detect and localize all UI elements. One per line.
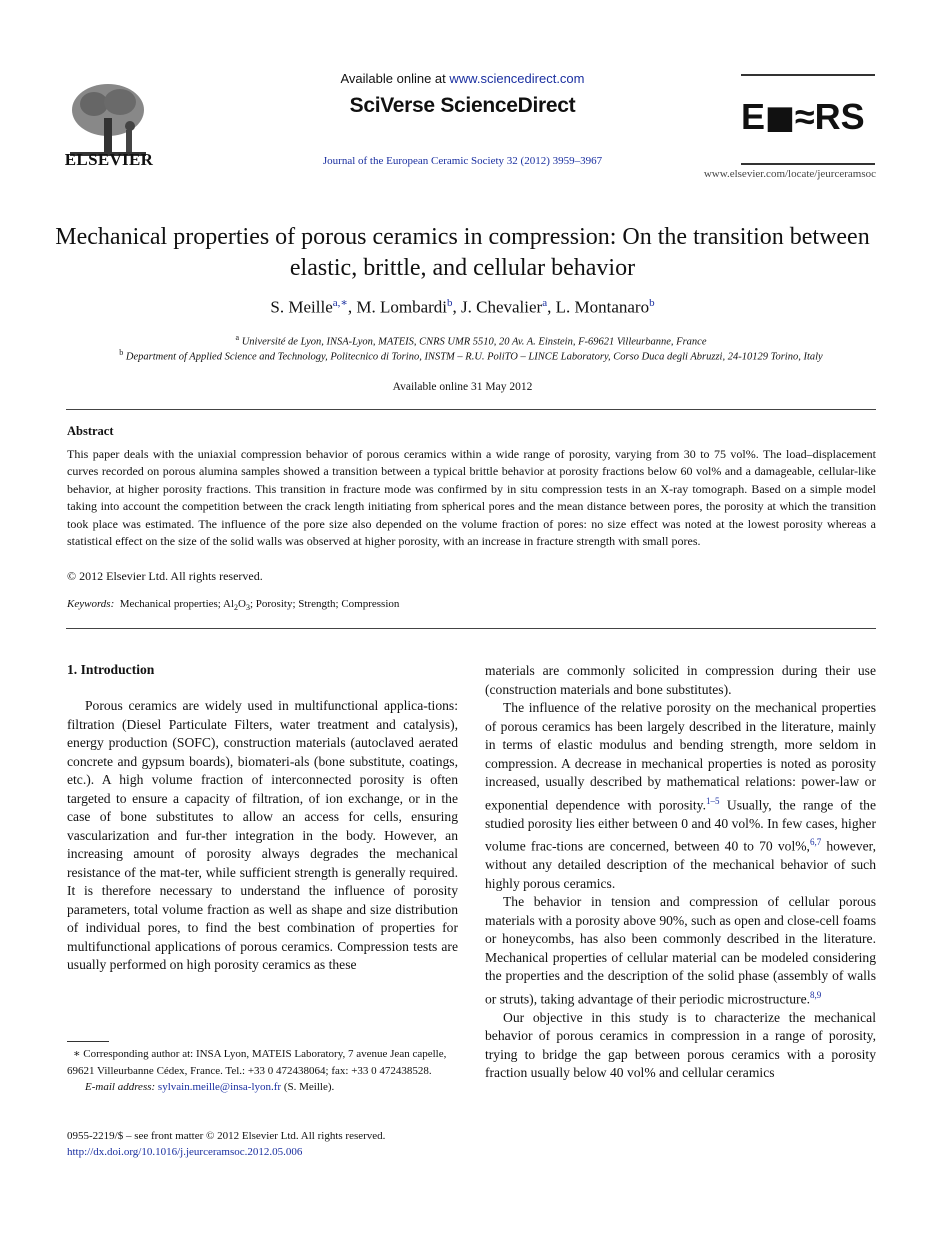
author-name: L. Montanaro — [555, 297, 650, 317]
keywords-text: ; Porosity; Strength; Compression — [249, 598, 400, 610]
author-name: J. Chevalier — [461, 297, 543, 317]
keywords-label: Keywords: — [67, 598, 115, 610]
paragraph: materials are commonly solicited in compression during their use (construction materials and bone substitutes). — [485, 663, 876, 697]
paragraph: Our objective in this study is to characterize the mechanical behavior of porous ceramics in compression in a range of porosity, trying to bridge the gap between porous ceramics with a porosity fraction usually below 40 vol% and cellular ceramics — [485, 1009, 876, 1081]
paragraph-text: The behavior in tension and compression of cellular porous materials with a porosity above 90%, such as open and close-cell foams or honeycombs, has also been commonly described in the literature. Mechanical properties of cellular material can be modeled considering the properties and the description of the solid phase (assembly of walls or struts), taking advantage of their periodic microstructure. — [485, 894, 876, 1007]
paragraph — [485, 699, 876, 893]
issn-line: 0955-2219/$ – see front matter © 2012 Elsevier Ltd. All rights reserved. — [67, 1130, 386, 1142]
ecers-logo: E◼≈RS — [741, 96, 865, 137]
journal-citation-link[interactable]: Journal of the European Ceramic Society 32 (2012) 3959–3967 — [322, 155, 603, 167]
affiliation-text: Université de Lyon, INSA-Lyon, MATEIS, CNRS UMR 5510, 20 Av. A. Einstein, F-69621 Villeurbanne, France — [241, 336, 707, 348]
front-matter — [67, 1128, 385, 1160]
journal-homepage-url[interactable]: www.elsevier.com/locate/jeurceramsoc — [703, 168, 876, 180]
email-link[interactable]: sylvain.meille@insa-lyon.fr — [157, 1081, 282, 1093]
header-rule-bottom — [741, 163, 875, 165]
abstract-heading: Abstract — [67, 424, 114, 438]
author-name: M. Lombardi — [356, 297, 448, 317]
sciverse-sciencedirect-logo: SciVerse ScienceDirect — [349, 94, 576, 117]
affiliation-b — [66, 345, 876, 365]
affiliation-mark: b — [119, 348, 124, 357]
author-name: S. Meille — [270, 297, 333, 317]
doi-link[interactable]: http://dx.doi.org/10.1016/j.jeurceramsoc.2012.05.006 — [67, 1146, 303, 1158]
author-affil-mark[interactable]: a — [542, 297, 548, 309]
paragraph — [485, 893, 876, 1009]
divider — [66, 409, 876, 410]
keywords-text: O — [238, 598, 246, 610]
email-label: E-mail address: — [85, 1081, 156, 1093]
keywords — [67, 598, 399, 612]
header-rule-top — [741, 74, 875, 76]
footnote-text: ∗ Corresponding author at: INSA Lyon, MATEIS Laboratory, 7 avenue Jean capelle, 69621 Villeurbanne Cédex, France. Tel.: +33 0 472438064; fax: +33 0 472438528. — [67, 1048, 447, 1077]
paragraph-text: however, without any detailed description of the mechanical behavior of such highly porous ceramics. — [485, 838, 876, 891]
citation-link[interactable]: 1–5 — [706, 795, 720, 806]
elsevier-wordmark: ELSEVIER — [64, 150, 154, 169]
abstract-copyright: © 2012 Elsevier Ltd. All rights reserved. — [67, 569, 263, 583]
keywords-text: Mechanical properties; Al — [119, 598, 235, 610]
available-online-prefix: Available online at — [340, 71, 450, 86]
affiliation-mark: a — [235, 333, 240, 342]
divider — [66, 628, 876, 629]
sciencedirect-link[interactable]: www.sciencedirect.com — [449, 71, 585, 86]
paragraph-text: The influence of the relative porosity on the mechanical properties of porous ceramics has been largely described in the literature, mainly in terms of elastic modulus and bending strength, more seldom in compression. A decrease in mechanical properties is noted as porosity increased, usually described by mathematical relations: power-law or exponential dependence with porosity. — [485, 700, 876, 813]
left-column — [67, 697, 458, 975]
paragraph-text: Usually, the range of the studied porosity lies either between 0 and 40 vol%. In few cases, higher volume frac-tions are concerned, between 40 to 70 vol%, — [485, 797, 876, 854]
footnote-rule — [67, 1041, 109, 1042]
author-affil-mark[interactable]: b — [447, 297, 453, 309]
citation-link[interactable]: 6,7 — [809, 837, 822, 848]
affiliation-text: Department of Applied Science and Technology, Politecnico di Torino, INSTM – R.U. PoliTO – LINCE Laboratory, Corso Duca degli Abruzzi, 24-10129 Torino, Italy — [125, 351, 823, 363]
section-heading-introduction: 1. Introduction — [67, 662, 155, 677]
email-suffix: (S. Meille). — [281, 1081, 335, 1093]
corresponding-author-footnote — [67, 1046, 458, 1096]
author-list — [0, 296, 925, 318]
available-online-date: Available online 31 May 2012 — [392, 381, 533, 393]
author-affil-mark[interactable]: b — [649, 297, 655, 309]
author-separator: , — [547, 297, 556, 317]
subscript: 3 — [245, 603, 250, 613]
article-title: Mechanical properties of porous ceramics in compression: On the transition between elastic, brittle, and cellular behavior — [55, 224, 870, 281]
paragraph: Porous ceramics are widely used in multifunctional applica-tions: filtration (Diesel Particulate Filters, water treatment and catalysis), energy production (SOFC), construction materials (autoclaved aerated concrete and gypsum boards), biomateri-als (bone substitute, coatings, etc.). A high volume fraction of interconnected porosity is often targeted to ensure a capacity of filtration, of ion exchange, or in the case of bone substitutes to allow an access for cells, ensuring vascularization and fur-ther integration in the body. However, an increasing amount of porosity always degrades the mechanical resistance of the mat-ter, while sufficient strength is generally required. It is therefore necessary to understand the influence of porosity parameters, total volume fraction as well as shape and size distribution of individual pores, to find the best combination of properties for multifunctional applications of porous ceramics. Compression tests are usually performed on high porosity ceramics as these — [67, 698, 458, 972]
author-separator: , — [347, 297, 357, 317]
author-affil-mark[interactable]: a,∗ — [332, 297, 348, 309]
right-column — [485, 662, 876, 1083]
abstract-body: This paper deals with the uniaxial compression behavior of porous ceramics within a wide range of porosity, varying from 30 to 75 vol%. The load–displacement curves recorded on porous alumina samples showed a transition between a typical brittle behavior at porosity fractions below 60 vol% and a damageable, cellular-like behavior, at higher porosity fractions. This transition in fracture mode was confirmed by in situ compression tests in an X-ray tomograph. Based on a simple model taking into account the competition between the crack length initiating from spherical pores and the mean distance between pores, the porosity at which the transition took place was estimated. The influence of the pore size also depended on the volume fraction of pores: no size effect was noted at the lowest porosity whereas a statistical effect on the size of the solid walls was observed at higher porosity, with an increase in fracture strength with small pores. — [67, 447, 876, 549]
author-separator: , — [452, 297, 462, 317]
subscript: 2 — [234, 603, 239, 613]
citation-link[interactable]: 8,9 — [810, 989, 822, 1000]
